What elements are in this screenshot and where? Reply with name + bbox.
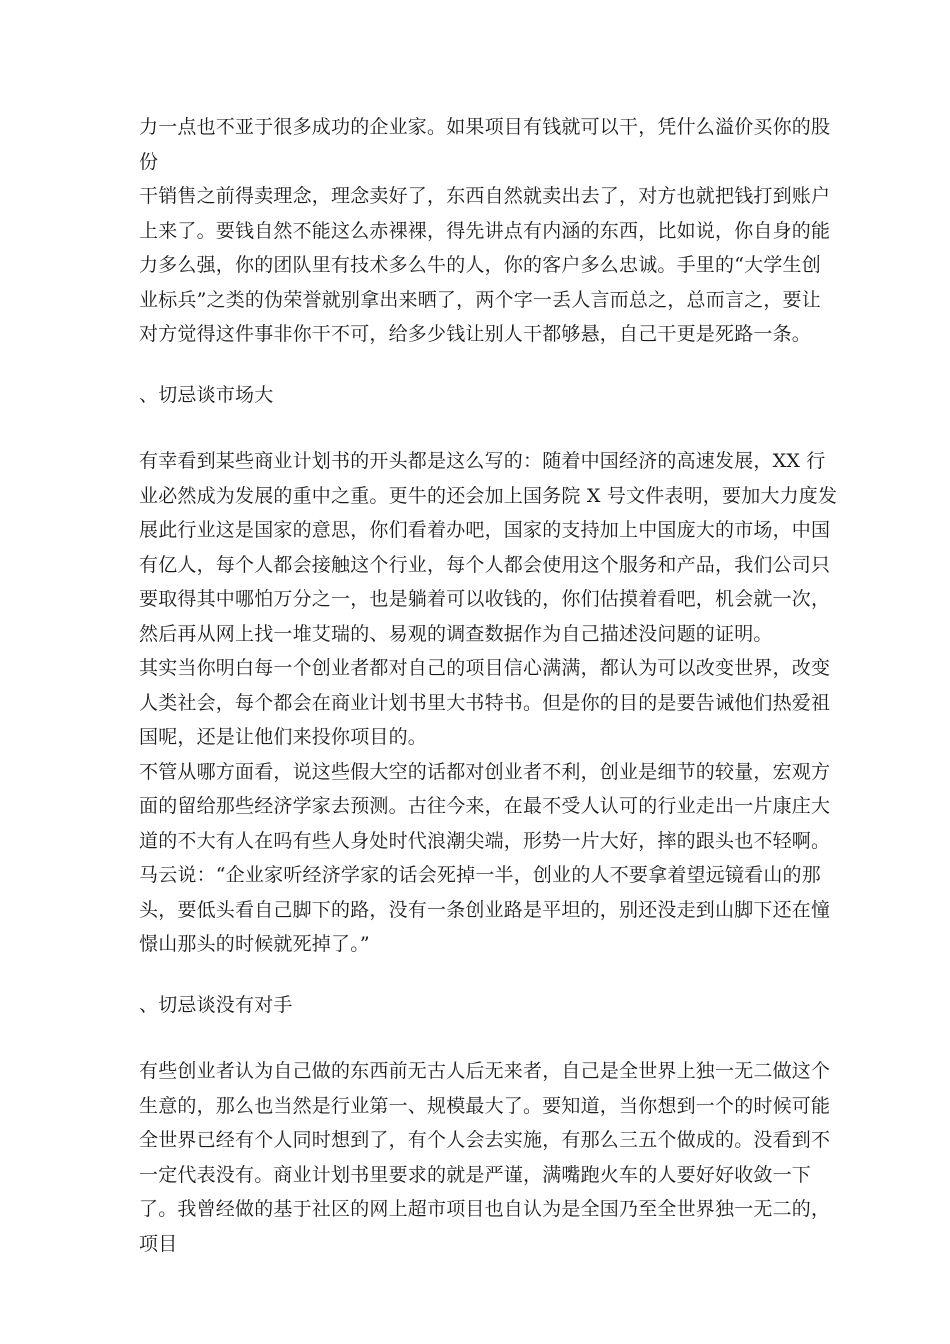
section-heading-market-size: 、切忌谈市场大 [139,383,274,406]
section-heading-no-competitors: 、切忌谈没有对手 [139,993,293,1016]
paragraph-details-matter: 不管从哪方面看，说这些假大空的话都对创业者不利，创业是细节的较量，宏观方面的留给那些经济学家去预测。古往今来，在最不受人认可的行业走出一片康庄大道的不大有人在吗有些人身处时代浪潮尖端，形势一片大好，摔的跟头也不轻啊。 [139,760,831,852]
paragraph-market-cliche: 有幸看到某些商业计划书的开头都是这么写的：随着中国经济的高速发展，XX 行业必然成为发展的重中之重。更牛的还会加上国务院 X 号文件表明，要加大力度发展此行业这是国家的意思，你们看着办吧，国家的支持加上中国庞大的市场，中国有亿人，每个人都会接触这个行业，每个人都会使用这个服务和产品，我们公司只要取得其中哪怕万分之一，也是躺着可以收钱的，你们估摸着看吧，机会就一次，然后再从网上找一堆艾瑞的、易观的调查数据作为自己描述没问题的证明。 [139,450,838,645]
paragraph-funding-premium: 力一点也不亚于很多成功的企业家。如果项目有钱就可以干，凭什么溢价买你的股份 [139,116,831,173]
paragraph-sell-idea: 干销售之前得卖理念，理念卖好了，东西自然就卖出去了，对方也就把钱打到账户上来了。要钱自然不能这么赤裸裸，得先讲点有内涵的东西，比如说，你自身的能力多么强，你的团队里有技术多么牛的人，你的客户多么忠诚。手里的“大学生创业标兵”之类的伪荣誉就别拿出来晒了，两个字一丢人言而总之，总而言之，要让对方觉得这件事非你干不可，给多少钱让别人干都够悬，自己干更是死路一条。 [139,185,831,345]
paragraph-unique-claim: 有些创业者认为自己做的东西前无古人后无来者，自己是全世界上独一无二做这个生意的，那么也当然是行业第一、规模最大了。要知道，当你想到一个的时候可能全世界已经有个人同时想到了，有个人会去实施，有那么三五个做成的。没看到不一定代表没有。商业计划书里要求的就是严谨，满嘴跑火车的人要好好收敛一下了。我曾经做的基于社区的网上超市项目也自认为是全国乃至全世界独一无二的，项目 [139,1060,831,1255]
paragraph-jack-ma-quote: 马云说：“企业家听经济学家的话会死掉一半，创业的人不要拿着望远镜看山的那头，要低头看自己脚下的路，没有一条创业路是平坦的，别还没走到山脚下还在憧憬山那头的时候就死掉了。” [139,864,831,955]
paragraph-founder-confidence: 其实当你明白每一个创业者都对自己的项目信心满满，都认为可以改变世界，改变人类社会，每个都会在商业计划书里大书特书。但是你的目的是要告诫他们热爱祖国呢，还是让他们来投你项目的。 [139,657,831,748]
document-page [139,110,839,1261]
